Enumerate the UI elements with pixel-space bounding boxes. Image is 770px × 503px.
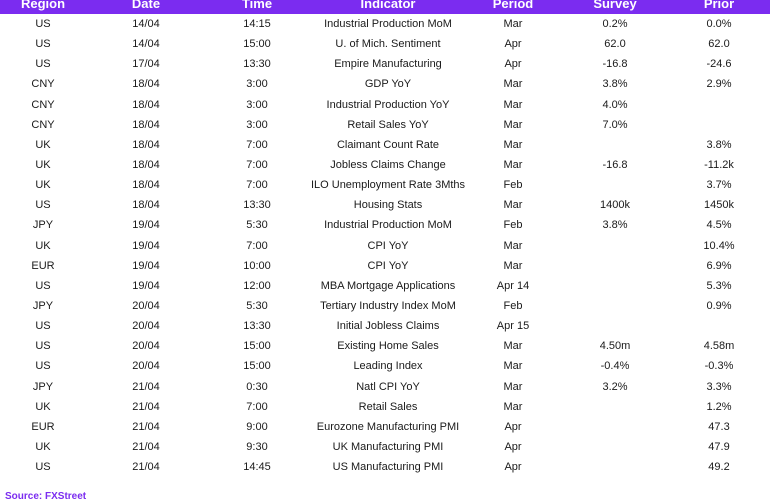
cell-time: 7:00 [246, 400, 268, 413]
cell-period: Mar [503, 259, 523, 272]
table-row [0, 34, 770, 54]
cell-region: CNY [31, 78, 55, 91]
table-row [0, 95, 770, 115]
cell-region: US [35, 18, 51, 30]
table-row [0, 336, 770, 356]
cell-region: EUR [31, 259, 55, 272]
table-row [0, 296, 770, 316]
cell-indicator: Retail Sales YoY [347, 118, 429, 131]
cell-date: 18/04 [132, 179, 160, 192]
cell-survey: 7.0% [602, 118, 628, 131]
cell-indicator: US Manufacturing PMI [332, 461, 444, 474]
cell-date: 18/04 [132, 98, 160, 111]
cell-prior: 3.7% [706, 179, 732, 192]
cell-time: 9:30 [246, 440, 268, 453]
cell-region: JPY [32, 380, 54, 393]
table-row [0, 236, 770, 256]
cell-time: 14:45 [243, 461, 271, 474]
cell-period: Mar [503, 400, 523, 413]
table-row [0, 54, 770, 74]
cell-region: JPY [32, 299, 54, 312]
table-row [0, 175, 770, 195]
cell-region: JPY [32, 219, 54, 232]
cell-period: Apr [504, 440, 522, 453]
cell-prior: 6.9% [706, 259, 732, 272]
cell-date: 18/04 [132, 158, 160, 171]
table-row [0, 457, 770, 477]
cell-date: 21/04 [132, 420, 160, 433]
table-row [0, 397, 770, 417]
cell-time: 3:00 [246, 118, 268, 131]
cell-period: Mar [503, 118, 523, 131]
cell-time: 15:00 [243, 340, 271, 353]
cell-survey: 4.0% [602, 98, 628, 111]
cell-region: CNY [31, 98, 55, 111]
cell-period: Mar [503, 138, 523, 151]
table-row [0, 417, 770, 437]
column-header-date: Date [131, 0, 161, 11]
cell-survey: 3.8% [602, 78, 628, 91]
cell-survey: 0.2% [602, 18, 628, 30]
cell-survey: 1400k [600, 199, 630, 212]
cell-time: 0:30 [246, 380, 268, 393]
cell-time: 12:00 [243, 279, 271, 292]
cell-indicator: Industrial Production YoY [326, 98, 450, 111]
cell-time: 13:30 [243, 58, 271, 71]
cell-date: 21/04 [132, 400, 160, 413]
cell-period: Feb [503, 179, 523, 192]
table-row [0, 115, 770, 135]
column-header-prior: Prior [703, 0, 735, 11]
cell-time: 7:00 [246, 138, 268, 151]
cell-period: Mar [503, 239, 523, 252]
cell-time: 13:30 [243, 199, 271, 212]
cell-prior: 2.9% [706, 78, 732, 91]
table-row [0, 74, 770, 94]
cell-time: 9:00 [246, 420, 268, 433]
cell-time: 7:00 [246, 179, 268, 192]
cell-date: 17/04 [132, 58, 160, 71]
cell-prior: -24.6 [706, 58, 732, 71]
cell-region: UK [35, 158, 51, 171]
cell-period: Mar [503, 158, 523, 171]
cell-region: US [35, 58, 51, 71]
cell-region: UK [35, 179, 51, 192]
cell-indicator: MBA Mortgage Applications [320, 279, 456, 292]
cell-time: 14:15 [243, 18, 271, 30]
cell-date: 14/04 [132, 38, 160, 51]
cell-period: Feb [503, 299, 523, 312]
cell-date: 20/04 [132, 320, 160, 333]
cell-date: 21/04 [132, 440, 160, 453]
cell-period: Apr [504, 38, 522, 51]
cell-date: 20/04 [132, 360, 160, 373]
table-row [0, 215, 770, 235]
table-row [0, 135, 770, 155]
cell-period: Apr [504, 58, 522, 71]
column-header-region: Region [20, 0, 66, 11]
cell-indicator: Empire Manufacturing [334, 58, 442, 71]
table-row [0, 437, 770, 457]
cell-date: 19/04 [132, 239, 160, 252]
cell-time: 7:00 [246, 239, 268, 252]
cell-prior: 1.2% [706, 400, 732, 413]
cell-time: 5:30 [246, 219, 268, 232]
table-row [0, 155, 770, 175]
cell-date: 18/04 [132, 199, 160, 212]
cell-period: Mar [503, 98, 523, 111]
cell-indicator: Housing Stats [353, 199, 423, 212]
cell-date: 14/04 [132, 18, 160, 30]
cell-indicator: Eurozone Manufacturing PMI [316, 420, 460, 433]
cell-survey: 3.2% [602, 380, 628, 393]
cell-prior: 10.4% [703, 239, 735, 252]
table-row [0, 276, 770, 296]
cell-region: US [35, 320, 51, 333]
cell-period: Mar [503, 199, 523, 212]
cell-time: 13:30 [243, 320, 271, 333]
cell-indicator: ILO Unemployment Rate 3Mths [310, 179, 466, 192]
cell-survey: 62.0 [604, 38, 626, 51]
cell-indicator: CPI YoY [367, 239, 409, 252]
cell-prior: -0.3% [704, 360, 734, 373]
cell-survey: 3.8% [602, 219, 628, 232]
cell-region: US [35, 360, 51, 373]
table-row [0, 356, 770, 376]
cell-indicator: Natl CPI YoY [356, 380, 420, 393]
cell-date: 18/04 [132, 78, 160, 91]
cell-prior: 0.0% [706, 18, 732, 30]
cell-indicator: Existing Home Sales [337, 340, 439, 353]
cell-time: 10:00 [243, 259, 271, 272]
cell-indicator: U. of Mich. Sentiment [335, 38, 441, 51]
cell-date: 19/04 [132, 279, 160, 292]
cell-time: 3:00 [246, 98, 268, 111]
cell-period: Mar [503, 18, 523, 30]
cell-date: 18/04 [132, 118, 160, 131]
cell-time: 7:00 [246, 158, 268, 171]
cell-region: US [35, 340, 51, 353]
cell-indicator: Leading Index [353, 360, 423, 373]
cell-date: 19/04 [132, 219, 160, 232]
cell-indicator: Industrial Production MoM [324, 18, 452, 30]
cell-indicator: Jobless Claims Change [330, 158, 446, 171]
cell-period: Mar [503, 340, 523, 353]
cell-prior: 3.8% [706, 138, 732, 151]
cell-period: Mar [503, 78, 523, 91]
cell-indicator: Industrial Production MoM [324, 219, 452, 232]
column-header-indicator: Indicator [360, 0, 416, 11]
table-header [0, 0, 770, 14]
cell-date: 20/04 [132, 299, 160, 312]
cell-prior: 4.5% [706, 219, 732, 232]
cell-date: 20/04 [132, 340, 160, 353]
cell-region: CNY [31, 118, 55, 131]
cell-period: Mar [503, 380, 523, 393]
table-row [0, 316, 770, 336]
cell-prior: 4.58m [703, 340, 735, 353]
cell-indicator: Claimant Count Rate [336, 138, 440, 151]
table-row [0, 377, 770, 397]
table-body [0, 14, 770, 477]
cell-region: UK [35, 440, 51, 453]
cell-period: Apr 14 [496, 279, 530, 292]
cell-date: 21/04 [132, 461, 160, 474]
column-header-survey: Survey [593, 0, 637, 11]
cell-survey: -16.8 [602, 158, 628, 171]
cell-time: 3:00 [246, 78, 268, 91]
cell-region: US [35, 199, 51, 212]
cell-period: Feb [503, 219, 523, 232]
cell-prior: 62.0 [708, 38, 730, 51]
column-header-period: Period [492, 0, 534, 11]
cell-prior: 3.3% [706, 380, 732, 393]
cell-period: Mar [503, 360, 523, 373]
cell-region: UK [35, 400, 51, 413]
cell-prior: 0.9% [706, 299, 732, 312]
cell-time: 15:00 [243, 38, 271, 51]
table-row [0, 195, 770, 215]
cell-indicator: Initial Jobless Claims [336, 320, 440, 333]
cell-region: UK [35, 138, 51, 151]
cell-prior: 5.3% [706, 279, 732, 292]
cell-prior: 47.9 [708, 440, 730, 453]
cell-indicator: Tertiary Industry Index MoM [320, 299, 456, 312]
cell-date: 19/04 [132, 259, 160, 272]
cell-prior: 47.3 [708, 420, 730, 433]
cell-indicator: Retail Sales [358, 400, 418, 413]
cell-survey: -0.4% [600, 360, 630, 373]
cell-region: US [35, 279, 51, 292]
cell-indicator: CPI YoY [367, 259, 409, 272]
cell-prior: 1450k [704, 199, 734, 212]
table-row [0, 14, 770, 34]
cell-survey: -16.8 [602, 58, 628, 71]
cell-region: US [35, 38, 51, 51]
column-header-time: Time [241, 0, 273, 11]
source-credit: Source: FXStreet [5, 491, 87, 502]
table-row [0, 256, 770, 276]
cell-time: 5:30 [246, 299, 268, 312]
cell-region: US [35, 461, 51, 474]
cell-indicator: GDP YoY [364, 78, 412, 91]
cell-period: Apr 15 [496, 320, 530, 333]
cell-date: 18/04 [132, 138, 160, 151]
cell-survey: 4.50m [599, 340, 631, 353]
cell-indicator: UK Manufacturing PMI [332, 440, 444, 453]
cell-prior: 49.2 [708, 461, 730, 474]
cell-prior: -11.2k [704, 158, 734, 171]
cell-date: 21/04 [132, 380, 160, 393]
cell-period: Apr [504, 420, 522, 433]
cell-time: 15:00 [243, 360, 271, 373]
cell-region: EUR [31, 420, 55, 433]
cell-period: Apr [504, 461, 522, 474]
cell-region: UK [35, 239, 51, 252]
